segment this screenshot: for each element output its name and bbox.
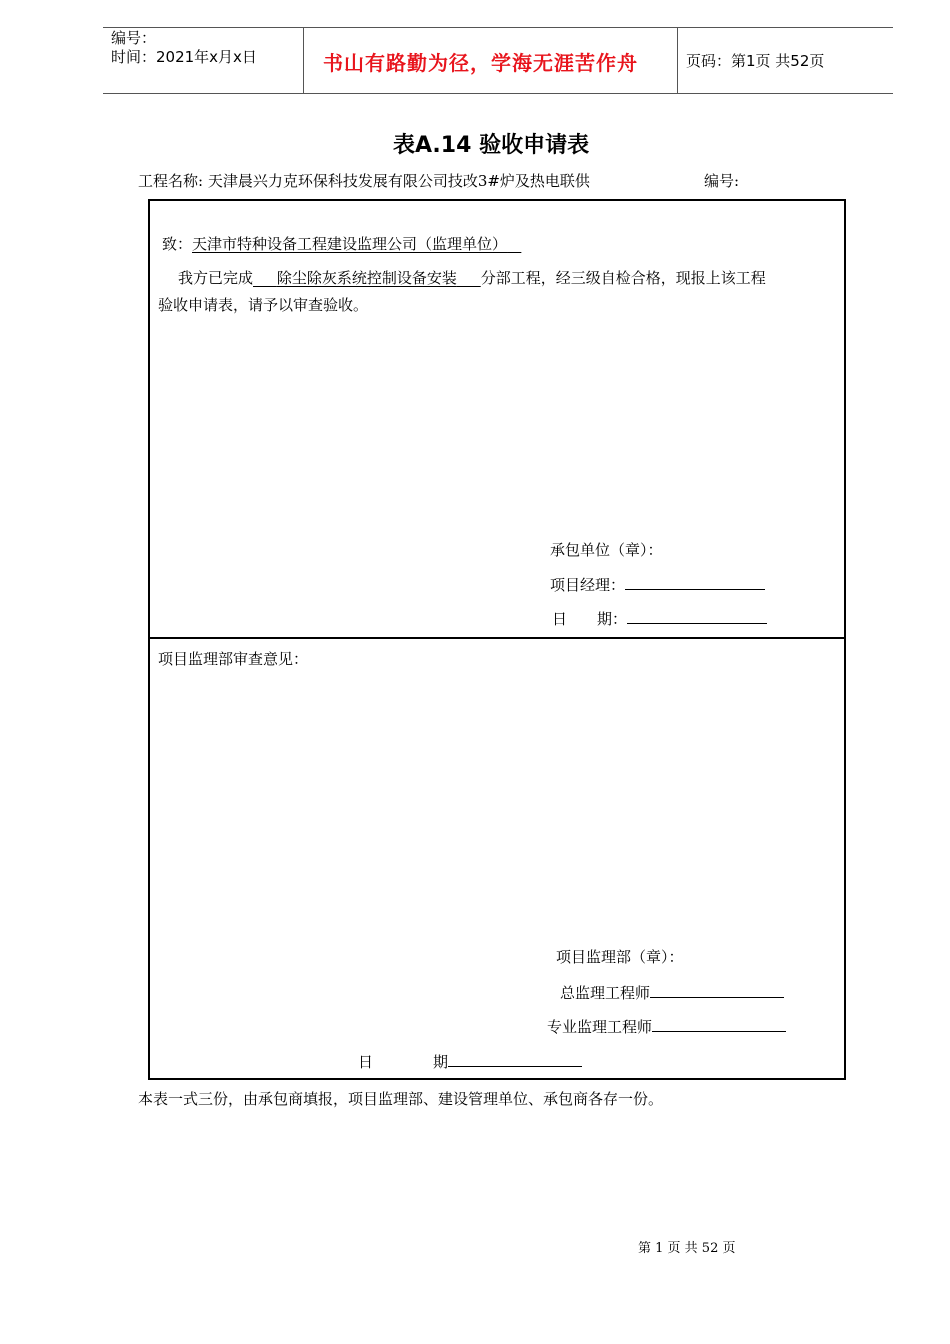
specialist-engineer-blank [652, 1016, 786, 1032]
specialist-engineer-line [547, 1016, 786, 1037]
specialist-engineer-label: 专业监理工程师 [547, 1018, 653, 1036]
form-section-divider [148, 637, 846, 639]
header-top-rule [103, 27, 893, 28]
addressee-unit: 天津市特种设备工程建设监理公司（监理单位） [192, 235, 508, 253]
header-divider-left [303, 27, 304, 93]
statement-prefix: 我方已完成 [178, 269, 254, 287]
project-name-line: 工程名称: 天津晨兴力克环保科技发展有限公司技改3#炉及热电联供 [138, 172, 590, 190]
addressee-label: 致： [162, 235, 193, 253]
contractor-seal-label: 承包单位（章）： [550, 541, 663, 559]
contractor-date-line [552, 608, 767, 629]
header-bottom-rule [103, 93, 893, 94]
document-title: 表A.14 验收申请表 [393, 133, 590, 158]
header-number-label: 编号： [111, 29, 157, 47]
supervision-date-line [358, 1051, 582, 1072]
project-manager-line [550, 574, 765, 595]
statement-work-item: 除尘除灰系统控制设备安装 [276, 269, 457, 287]
supervision-date-blank [448, 1051, 582, 1067]
footnote: 本表一式三份，由承包商填报，项目监理部、建设管理单位、承包商各存一份。 [138, 1090, 664, 1108]
statement-suffix: 分部工程，经三级自检合格，现报上该工程 [480, 269, 766, 287]
contractor-date-blank [627, 608, 767, 624]
form-frame [148, 199, 846, 1080]
project-manager-blank [625, 574, 765, 590]
footer-page-number: 第 1 页 共 52 页 [638, 1241, 736, 1256]
statement-line-2: 验收申请表，请予以审查验收。 [158, 296, 369, 314]
supervision-date-label: 日 期 [358, 1053, 449, 1071]
form-number-label: 编号: [704, 172, 740, 190]
supervision-dept-seal-label: 项目监理部（章）： [556, 948, 684, 966]
chief-engineer-line [560, 982, 784, 1003]
contractor-date-label: 日 期： [552, 610, 628, 628]
statement-line-1 [178, 267, 766, 288]
header-date: 时间：2021年x月x日 [111, 48, 257, 66]
header-divider-right [677, 27, 678, 93]
header-page-number: 页码：第1页 共52页 [686, 52, 825, 70]
chief-engineer-blank [650, 982, 784, 998]
addressee-line [162, 233, 521, 254]
project-manager-label: 项目经理： [550, 576, 626, 594]
review-opinion-label: 项目监理部审查意见： [158, 650, 309, 668]
chief-engineer-label: 总监理工程师 [560, 984, 651, 1002]
header-motto: 书山有路勤为径，学海无涯苦作舟 [323, 51, 638, 75]
